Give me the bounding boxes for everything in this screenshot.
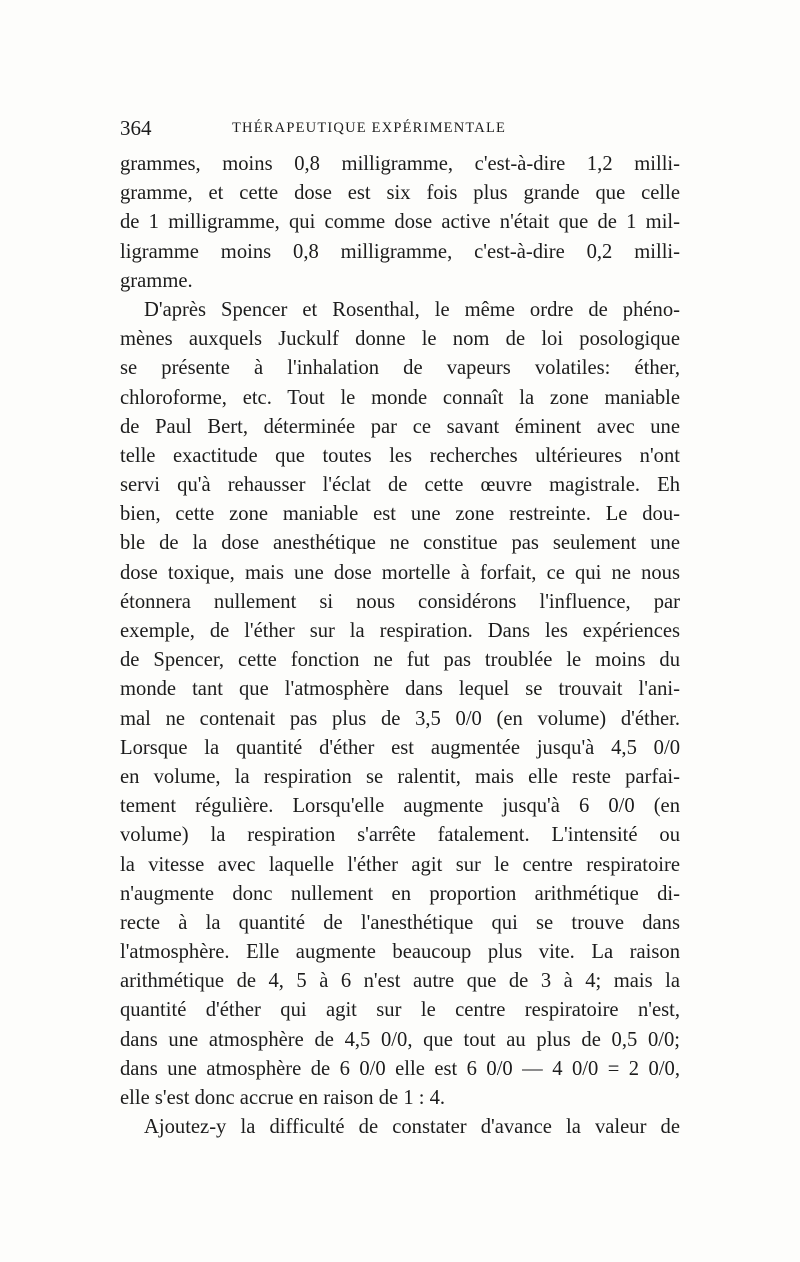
page-number: 364 xyxy=(120,116,152,140)
text-line: mènes auxquels Juckulf donne le nom de loi posologique xyxy=(120,328,680,351)
text-line: ble de la dose anesthétique ne constitue pas seulement une xyxy=(120,532,680,555)
text-line: monde tant que l'atmosphère dans lequel se trouvait l'ani- xyxy=(120,678,680,701)
text-line: étonnera nullement si nous considérons l'influence, par xyxy=(120,590,680,613)
text-line: recte à la quantité de l'anesthétique qui se trouve dans xyxy=(120,911,680,934)
text-line: volume) la respiration s'arrête fatalement. L'intensité ou xyxy=(120,824,680,847)
text-line: elle s'est donc accrue en raison de 1 : 4. xyxy=(120,1087,446,1109)
text-line: grammes, moins 0,8 milligramme, c'est-à-dire 1,2 milli- xyxy=(120,153,680,175)
text-line: de 1 milligramme, qui comme dose active n'était que de 1 mil- xyxy=(120,211,680,234)
text-line: bien, cette zone maniable est une zone restreinte. Le dou- xyxy=(120,503,680,526)
text-line: exemple, de l'éther sur la respiration. Dans les expériences xyxy=(120,620,680,642)
text-line: servi qu'à rehausser l'éclat de cette œuvre magistrale. Eh xyxy=(120,474,680,497)
text-line: en volume, la respiration se ralentit, mais elle reste parfai- xyxy=(120,765,680,788)
text-line: dans une atmosphère de 6 0/0 elle est 6 0/0 — 4 0/0 = 2 0/0, xyxy=(120,1057,680,1080)
text-line: gramme. xyxy=(120,269,193,292)
text-line: de Paul Bert, déterminée par ce savant éminent avec une xyxy=(120,415,680,438)
text-line: telle exactitude que toutes les recherches ultérieures n'ont xyxy=(120,444,680,467)
body-text xyxy=(120,150,680,1142)
text-line: se présente à l'inhalation de vapeurs volatiles: éther, xyxy=(120,357,680,380)
paragraph-first-line: Ajoutez-y la difficulté de constater d'avance la valeur de xyxy=(144,1116,680,1139)
text-line: ligramme moins 0,8 milligramme, c'est-à-dire 0,2 milli- xyxy=(120,240,680,263)
running-head xyxy=(120,113,680,143)
text-line: l'atmosphère. Elle augmente beaucoup plus vite. La raison xyxy=(120,941,680,964)
text-line: de Spencer, cette fonction ne fut pas troublée le moins du xyxy=(120,649,680,672)
text-line: chloroforme, etc. Tout le monde connaît la zone maniable xyxy=(120,386,680,409)
text-line: n'augmente donc nullement en proportion arithmétique di- xyxy=(120,882,680,905)
text-line: tement régulière. Lorsqu'elle augmente jusqu'à 6 0/0 (en xyxy=(120,795,680,818)
running-title: THÉRAPEUTIQUE EXPÉRIMENTALE xyxy=(232,120,507,136)
text-line: quantité d'éther qui agit sur le centre respiratoire n'est, xyxy=(120,999,680,1022)
text-line: dans une atmosphère de 4,5 0/0, que tout au plus de 0,5 0/0; xyxy=(120,1028,680,1051)
text-line: mal ne contenait pas plus de 3,5 0/0 (en volume) d'éther. xyxy=(120,707,680,730)
text-line: Lorsque la quantité d'éther est augmentée jusqu'à 4,5 0/0 xyxy=(120,736,680,759)
text-line: arithmétique de 4, 5 à 6 n'est autre que de 3 à 4; mais la xyxy=(120,970,680,993)
paragraph-first-line: D'après Spencer et Rosenthal, le même ordre de phéno- xyxy=(144,298,680,321)
text-line: la vitesse avec laquelle l'éther agit sur le centre respiratoire xyxy=(120,853,680,876)
text-line: dose toxique, mais une dose mortelle à forfait, ce qui ne nous xyxy=(120,561,680,584)
text-line: gramme, et cette dose est six fois plus grande que celle xyxy=(120,182,680,205)
